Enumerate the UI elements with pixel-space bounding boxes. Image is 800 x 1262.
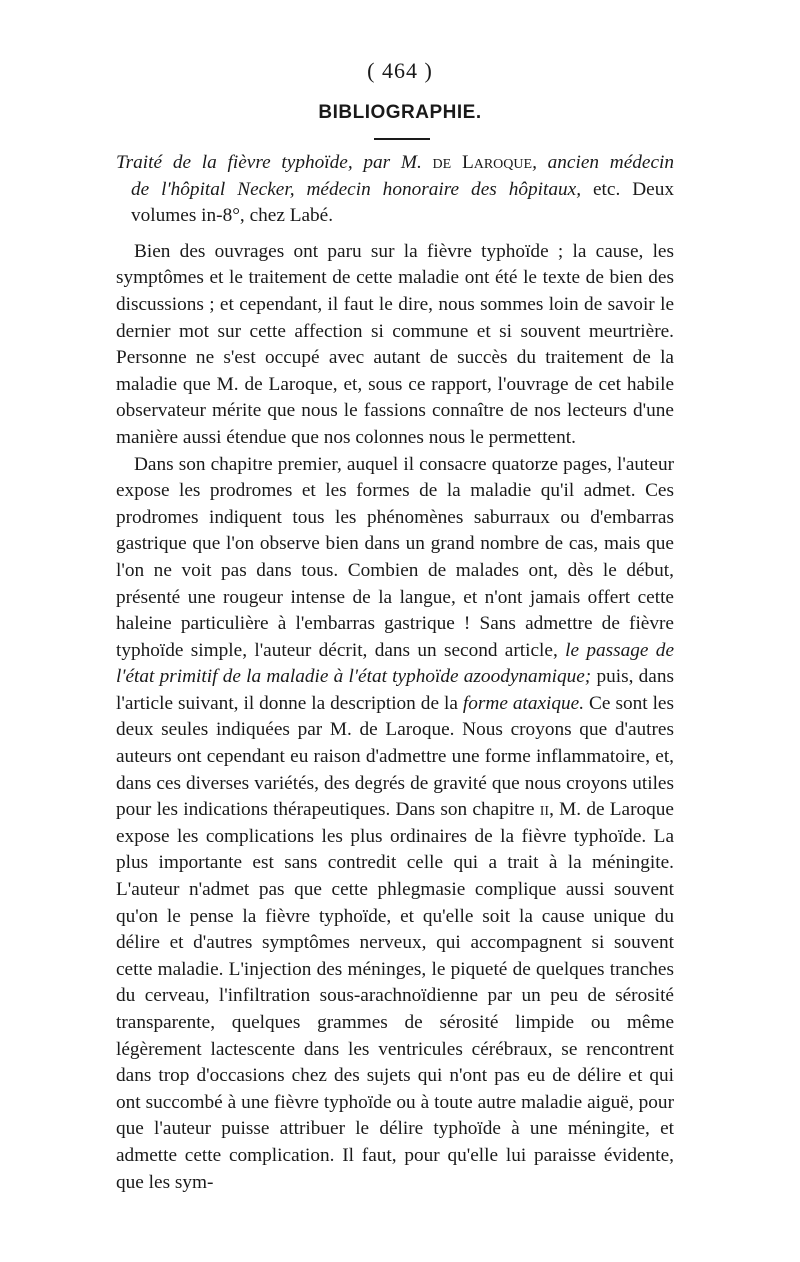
entry-line-2 xyxy=(116,177,674,204)
entry-title: Traité de la fièvre typhoïde, par M. xyxy=(116,152,422,173)
entry-line-1 xyxy=(116,150,674,177)
paragraph-1: Bien des ouvrages ont paru sur la fièvre typhoïde ; la cause, les symptômes et le traitement de cette maladie ont été le texte de bien des discussions ; et cependant, il faut le dire, nous sommes loin de savoir le dernier mot sur cette affection si commune et si souvent meurtrière. Personne ne s'est occupé avec autant de succès du traitement de la maladie que M. de Laroque, et, sous ce rapport, l'ouvrage de cet habile observateur mérite que nous le fassions connaître de nos lecteurs d'une manière aussi étendue que nos colonnes nous le permettent. xyxy=(116,240,674,448)
paragraph-2 xyxy=(116,452,674,1197)
paragraph-2-part-b: puis, dans l'article suivant, il donne la description de la xyxy=(116,666,674,714)
entry-affiliation: de l'hôpital Necker, médecin honoraire des hôpitaux, xyxy=(131,178,582,200)
section-title: BIBLIOGRAPHIE. xyxy=(318,102,482,123)
paragraph-2-italic-2: forme ataxique. xyxy=(462,692,585,714)
page-number: ( 464 ) xyxy=(367,58,433,83)
entry-volumes-lead: etc. Deux xyxy=(581,178,674,200)
title-divider xyxy=(374,138,430,140)
bibliography-entry xyxy=(116,150,674,230)
entry-line-3: volumes in-8°, chez Labé. xyxy=(131,205,334,227)
paragraph-2-italic-1: le passage de l'état primitif de la maladie à l'état typhoïde azoodynamique; xyxy=(116,639,674,688)
body-text xyxy=(116,150,674,1196)
paragraph-2-part-a: Dans son chapitre premier, auquel il consacre quatorze pages, l'auteur expose les prodromes et les formes de la maladie qu'il admet. Ces prodromes indiquent tous les phénomènes saburraux ou d'embarras gastrique que l'on observe bien dans un grand nombre de cas, mais que l'on ne voit pas dans tous. Combien de malades ont, dès le début, présenté une rougeur intense de la langue, et n'ont jamais offert cette haleine particulière à l'embarras gastrique ! Sans admettre de fièvre typhoïde simple, l'auteur décrit, dans un second article, xyxy=(116,453,674,661)
entry-role: , ancien médecin xyxy=(532,152,675,173)
paragraph-2-part-d: , M. de Laroque expose les complications les plus ordinaires de la fièvre typhoïde. La plus importante est sans contredit celle qui a trait à la méningite. L'auteur n'admet pas que cette phlegmasie complique aussi souvent qu'on le pense la fièvre typhoïde, et qu'elle soit la cause unique du délire et d'autres symptômes nerveux, qui accompagnent si souvent cette maladie. L'injection des méninges, le piqueté de quelques tranches du cerveau, l'infiltration sous-arachnoïdienne par un peu de sérosité transparente, quelques grammes de sérosité limpide ou même légèrement lactescente dans les ventricules cérébraux, se rencontrent dans trop d'occasions chez des sujets qui n'ont pas eu de délire et qui ont succombé à une fièvre typhoïde ou à toute autre maladie aiguë, pour que l'auteur puisse attribuer le délire typhoïde à une méningite, et admette cette complication. Il faut, pour qu'elle lui paraisse évidente, que les sym- xyxy=(116,799,674,1193)
chapter-numeral: ii xyxy=(539,799,550,821)
entry-author: de Laroque xyxy=(432,152,533,173)
paragraph-2-part-c: Ce sont les deux seules indiquées par M. de Laroque. Nous croyons que d'autres auteurs ont cependant eu raison d'admettre une forme inflammatoire, et, dans ces diverses variétés, des degrés de gravité que nous croyons utiles pour les indications thérapeutiques. Dans son chapitre xyxy=(116,692,674,821)
